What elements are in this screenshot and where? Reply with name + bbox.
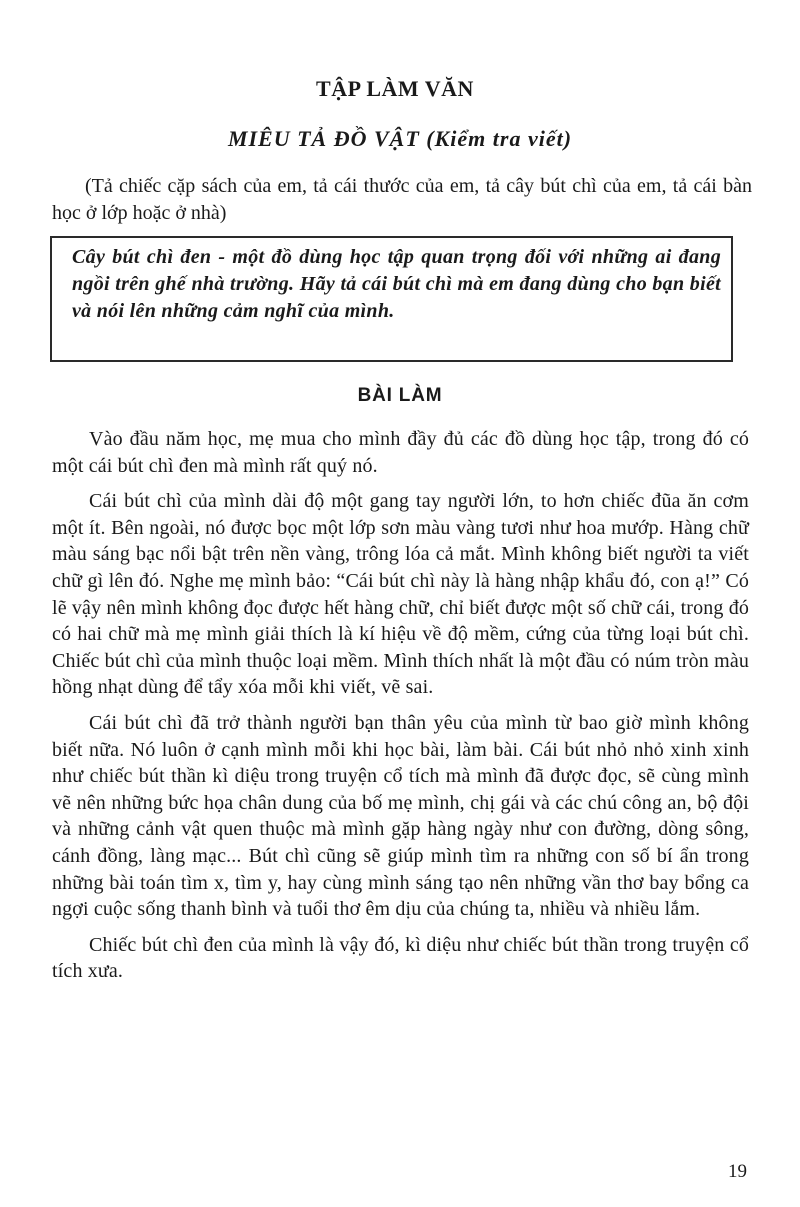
prompt-text: Cây bút chì đen - một đồ dùng học tập quan trọng đối với những ai đang ngồi trên ghế nhà trường. Hãy tả cái bút chì mà em đang dùng cho bạn biết và nói lên những cảm nghĩ của mình. — [72, 246, 721, 322]
essay-paragraph: Cái bút chì của mình dài độ một gang tay người lớn, to hơn chiếc đũa ăn cơm một ít. Bên ngoài, nó được bọc một lớp sơn màu vàng tươi như hoa mướp. Hàng chữ màu sáng bạc nổi bật trên nền vàng, trông lóa cả mắt. Mình không biết người ta viết chữ gì lên đó. Nghe mẹ mình bảo: “Cái bút chì này là hàng nhập khẩu đó, con ạ!” Có lẽ vậy nên mình không đọc được hết hàng chữ, chỉ biết được một số chữ cái, trong đó có hai chữ mà mẹ mình giải thích là kí hiệu về độ mềm, cứng của từng loại bút chì. Chiếc bút chì của mình thuộc loại mềm. Mình thích nhất là một đầu có núm tròn màu hồng nhạt dùng để tẩy xóa mỗi khi viết, vẽ sai. — [52, 490, 749, 699]
essay-body — [52, 426, 749, 994]
section-title: TẬP LÀM VĂN — [316, 76, 474, 101]
prompt-box — [50, 236, 733, 362]
essay-paragraph: Vào đầu năm học, mẹ mua cho mình đầy đủ các đồ dùng học tập, trong đó có một cái bút chì đen mà mình rất quý nó. — [52, 428, 749, 477]
exercise-description: (Tả chiếc cặp sách của em, tả cái thước của em, tả cây bút chì của em, tả cái bàn học ở lớp hoặc ở nhà) — [52, 175, 752, 224]
page-number: 19 — [728, 1161, 747, 1182]
essay-heading: BÀI LÀM — [357, 385, 443, 406]
essay-paragraph: Cái bút chì đã trở thành người bạn thân yêu của mình từ bao giờ mình không biết nữa. Nó luôn ở cạnh mình mỗi khi học bài, làm bài. Cái bút nhỏ nhỏ xinh xinh như chiếc bút thần kì diệu trong truyện cổ tích mà mình đã được đọc, sẽ cùng mình vẽ nên những bức họa chân dung của bố mẹ mình, chị gái và các chú công an, bộ đội và những cảnh vật quen thuộc mà mình gặp hàng ngày như con đường, dòng sông, cánh đồng, làng mạc... Bút chì cũng sẽ giúp mình tìm ra những con số bí ẩn trong những bài toán tìm x, tìm y, hay cùng mình sáng tạo nên những vần thơ bay bổng ca ngợi cuộc sống thanh bình và tuổi thơ êm dịu của chúng ta, nhiều và nhiều lắm. — [52, 711, 749, 921]
essay-paragraph: Chiếc bút chì đen của mình là vậy đó, kì diệu như chiếc bút thần trong truyện cổ tích xưa. — [52, 933, 749, 983]
exercise-title: MIÊU TẢ ĐỒ VẬT (Kiểm tra viết) — [227, 126, 573, 151]
